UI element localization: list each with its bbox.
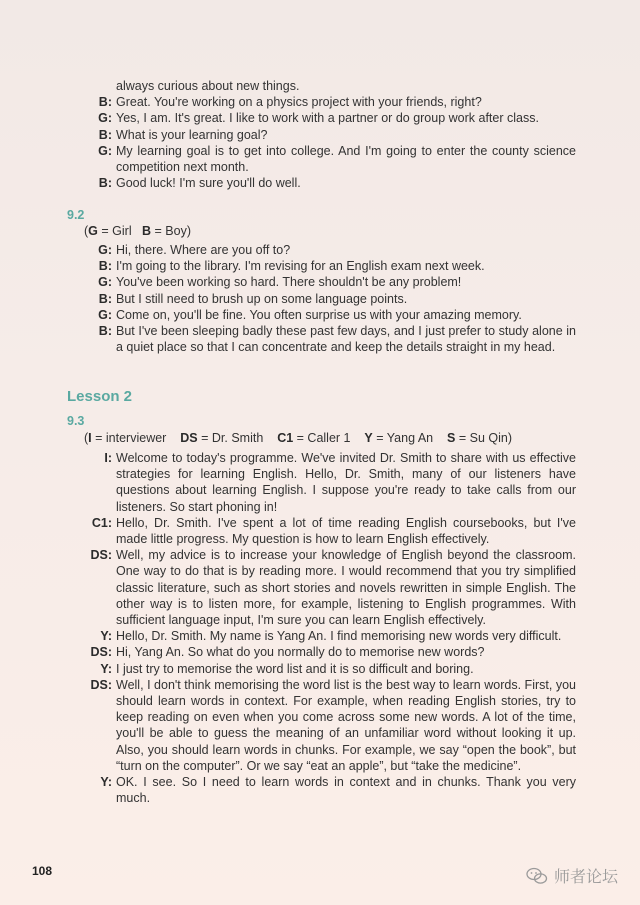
dialogue-line [84,628,576,644]
dialogue-line [84,78,576,94]
speaker: G: [98,275,112,290]
line-text: Well, I don't think memorising the word list is the best way to learn words. First, you should learn words in context. For example, when reading English stories, try to keep reading on even when you come across some new words. A lot of the time, you'll be able to guess the meaning of an unfamiliar word without looking it up. Also, you should learn words in chunks. For example, we say “open the book”, but “turn on the computer”. Or we say “eat an apple”, but “take the medicine”. [116,677,576,773]
speaker: Y: [100,775,112,790]
speaker: B: [98,95,112,110]
dialogue-line [84,323,576,355]
line-text: You've been working so hard. There shouldn't be any problem! [116,275,462,290]
line-text: Hello, Dr. Smith. I've spent a lot of time reading English coursebooks, but I've made little progress. My question is how to learn English effectively. [116,515,576,547]
watermark [526,864,618,887]
watermark-text: 师者论坛 [554,869,619,886]
line-text: But I still need to brush up on some language points. [116,291,408,306]
dialogue-line [84,94,576,110]
speaker: B: [98,176,112,191]
page-number: 108 [32,864,53,878]
dialogue-9-3 [84,450,576,806]
dialogue-line [84,450,576,515]
track-number-9-3: 9.3 [67,414,85,428]
dialogue-line [84,515,576,547]
dialogue-line [84,644,576,660]
line-text: Great. You're working on a physics project with your friends, right? [116,95,482,110]
speaker: DS: [90,645,112,660]
line-text: Yes, I am. It's great. I like to work with a partner or do group work after class. [116,111,539,126]
dialogue-line [84,661,576,677]
speaker: Y: [100,661,112,676]
lesson-heading: Lesson 2 [67,388,133,405]
dialogue-line [84,127,576,143]
line-text: Welcome to today's programme. We've invited Dr. Smith to share with us effective strategies for learning English. Hello, Dr. Smith, many of our listeners have questions about learning English. I suppose you're ready to take calls from our listeners. So start phoning in! [116,451,576,514]
line-text: Hello, Dr. Smith. My name is Yang An. I find memorising new words very difficult. [116,629,562,644]
speaker: G: [98,111,112,126]
speaker: DS: [90,677,112,692]
speaker: G: [98,307,112,322]
speaker: G: [98,243,112,257]
line-text: I just try to memorise the word list and it is so difficult and boring. [116,661,474,676]
speaker: B: [98,259,112,274]
dialogue-line [84,274,576,290]
dialogue-line [84,677,576,774]
speaker: B: [98,291,112,306]
speaker: Y: [100,629,112,644]
line-text: What is your learning goal? [116,127,268,142]
speaker: I: [104,451,112,465]
dialogue-line [84,175,576,191]
line-text: Hi, there. Where are you off to? [116,243,291,257]
wechat-icon [526,867,548,885]
dialogue-line [84,143,576,175]
speaker: C1: [91,515,112,530]
speaker: B: [98,324,112,339]
line-text: Come on, you'll be fine. You often surprise us with your amazing memory. [116,307,522,322]
dialogue-line [84,258,576,274]
dialogue-line [84,110,576,126]
line-text: But I've been sleeping badly these past few days, and I just prefer to study alone in a quiet place so that I can concentrate and keep the details straight in my head. [116,324,576,355]
dialogue-continued [84,78,576,191]
line-text: Well, my advice is to increase your knowledge of English beyond the classroom. One way to do that is by reading more. I would recommend that you try simplified classic literature, such as short stories and novels rewritten in simple English. The other way is to listen more, for example, listening to English programmes. With sufficient language input, I'm sure you can learn English effectively. [116,548,576,628]
line-text: My learning goal is to get into college. And I'm going to enter the county science competition next month. [116,143,576,175]
dialogue-9-2 [84,242,576,355]
line-text: Good luck! I'm sure you'll do well. [116,176,301,191]
speaker-legend-9-2: (G = Girl B = Boy) [84,224,191,238]
dialogue-line [84,307,576,323]
dialogue-line [84,291,576,307]
line-text: Hi, Yang An. So what do you normally do to memorise new words? [116,645,485,660]
line-text: I'm going to the library. I'm revising for an English exam next week. [116,259,485,274]
dialogue-line [84,242,576,258]
line-text: always curious about new things. [116,79,300,93]
line-text: OK. I see. So I need to learn words in context and in chunks. Thank you very much. [116,775,576,806]
dialogue-line [84,547,576,628]
speaker-legend-9-3: (I = interviewer DS = Dr. Smith C1 = Caller 1 Y = Yang An S = Su Qin) [84,431,512,445]
speaker: G: [98,143,112,158]
speaker: B: [98,127,112,142]
dialogue-line [84,774,576,806]
speaker: DS: [90,548,112,563]
track-number-9-2: 9.2 [67,208,85,222]
